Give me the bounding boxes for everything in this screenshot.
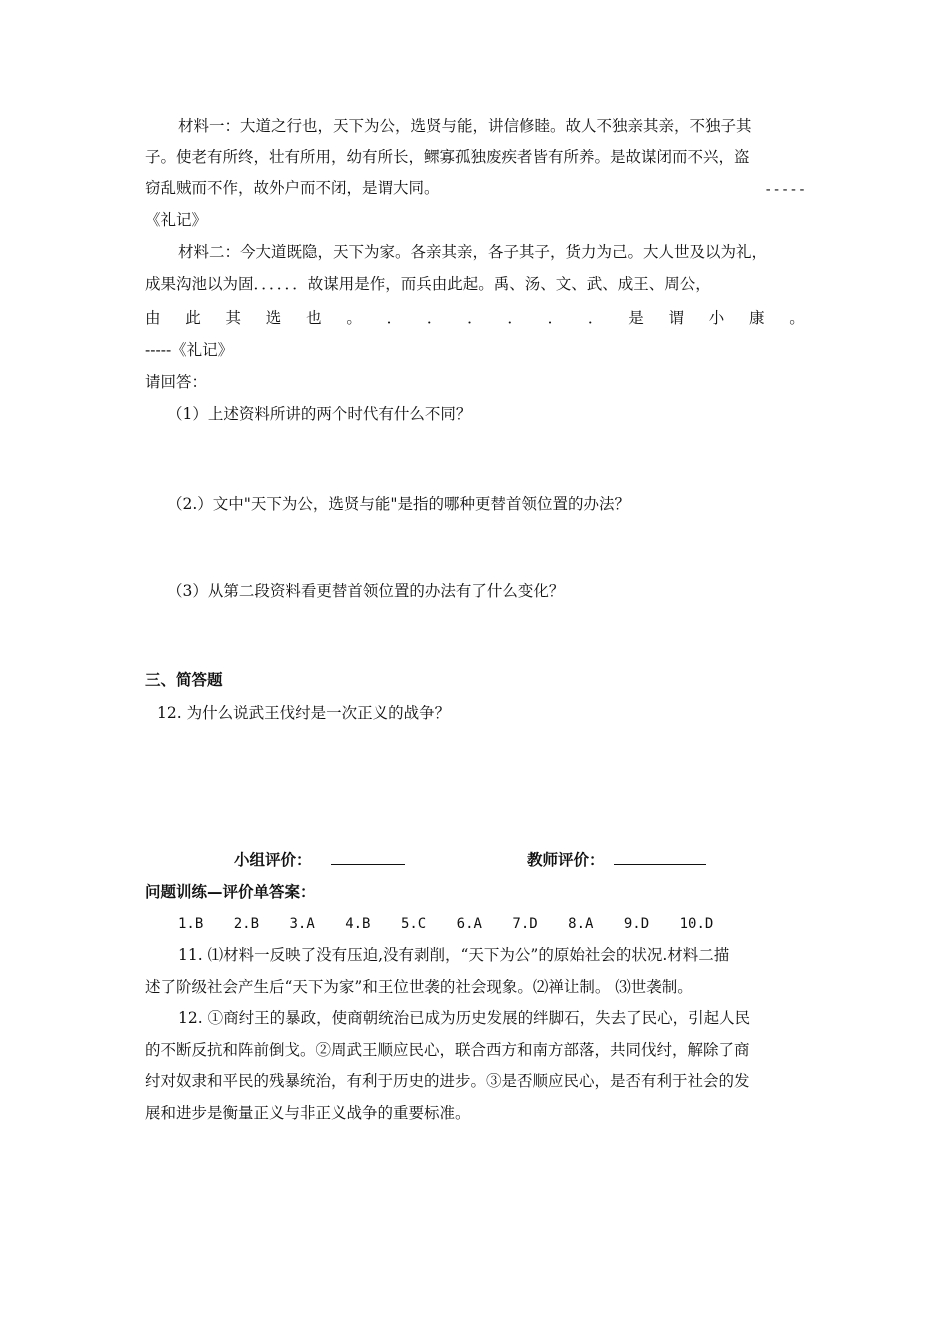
group-evaluation-blank[interactable]: [331, 850, 405, 865]
m2-char: 此: [185, 309, 201, 327]
material1-dash: -----: [764, 182, 807, 198]
choice-answer: 5.C: [400, 916, 427, 932]
m2-char: 。: [346, 309, 362, 327]
m2-char: 其: [225, 309, 242, 327]
m2-char: ．: [587, 309, 604, 327]
m2-char: ．: [386, 309, 403, 327]
material2-line2: 成果沟池以为固．．．．．．故谋用是作，而兵由此起。禹、汤、文、武、成王、周公，: [145, 275, 711, 293]
m2-char: 选: [265, 309, 282, 327]
section3-title: 三、简答题: [145, 671, 223, 689]
m2-char: 由: [145, 309, 161, 327]
question-3: （3）从第二段资料看更替首领位置的办法有了什么变化？: [167, 582, 565, 600]
m2-char: ．: [507, 309, 523, 327]
m2-char: 。: [789, 309, 805, 327]
m2-char: 康: [748, 309, 765, 327]
answer-11-line1: 11. ⑴材料一反映了没有压迫,没有剥削，“天下为公”的原始社会的状况.材料二描: [178, 946, 730, 964]
choice-answer: 7.D: [512, 916, 538, 932]
group-evaluation-label: 小组评价：: [234, 851, 312, 869]
m2-char: 谓: [668, 309, 684, 327]
choice-answer: 4.B: [345, 916, 371, 932]
answer-12-line3: 纣对奴隶和平民的残暴统治，有利于历史的进步。③是否顺应民心，是否有利于社会的发: [145, 1072, 750, 1090]
material2-line1: 材料二：今大道既隐，天下为家。各亲其亲，各子其子，货力为己。大人世及以为礼，: [178, 243, 768, 261]
choice-answer: 2.B: [233, 916, 260, 932]
answer-prompt: 请回答：: [145, 373, 208, 391]
choice-answers: [178, 914, 735, 934]
answer-12-line4: 展和进步是衡量正义与非正义战争的重要标准。: [145, 1104, 471, 1122]
teacher-evaluation-blank[interactable]: [614, 850, 706, 865]
m2-char: ．: [426, 309, 443, 327]
m2-char: ．: [547, 309, 564, 327]
answer-11-line2: 述了阶级社会产生后“天下为家”和王位世袭的社会现象。⑵禅让制。 ⑶世袭制。: [145, 978, 693, 996]
teacher-evaluation: [527, 850, 706, 870]
m2-char: 也: [306, 309, 322, 327]
material1-line1: 材料一：大道之行也，天下为公，选贤与能，讲信修睦。故人不独亲其亲，不独子其: [178, 117, 752, 135]
choice-answer: 6.A: [456, 916, 482, 932]
question-2: （2.）文中"天下为公，选贤与能"是指的哪种更替首领位置的办法？: [167, 495, 631, 513]
answer-12-line1: 12. ①商纣王的暴政，使商朝统治已成为历史发展的绊脚石，失去了民心，引起人民: [178, 1009, 751, 1027]
choice-answer: 3.A: [289, 916, 315, 932]
material1-line2: 子。使老有所终，壮有所用，幼有所长，鳏寡孤独废疾者皆有所养。是故谋闭而不兴，盗: [145, 148, 750, 166]
answer-key-title: 问题训练—评价单答案：: [145, 883, 316, 901]
m2-char: ．: [467, 309, 483, 327]
answer-12-line2: 的不断反抗和阵前倒戈。②周武王顺应民心，联合西方和南方部落，共同伐纣，解除了商: [145, 1041, 750, 1059]
material2-line3: [145, 308, 805, 328]
question-1: （1）上述资料所讲的两个时代有什么不同？: [167, 405, 472, 423]
choice-answer: 1.B: [178, 916, 204, 932]
choice-answer: 9.D: [623, 916, 650, 932]
m2-char: 是: [628, 309, 644, 327]
material2-source: -----《礼记》: [145, 341, 234, 359]
choice-answer: 10.D: [679, 916, 714, 932]
m2-char: 小: [708, 309, 725, 327]
question-12: 12. 为什么说武王伐纣是一次正义的战争？: [157, 704, 451, 722]
group-evaluation: [234, 850, 405, 870]
material1-line3: 窃乱贼而不作，故外户而不闭，是谓大同。: [145, 179, 440, 197]
material1-source: 《礼记》: [145, 211, 208, 229]
teacher-evaluation-label: 教师评价：: [527, 851, 605, 869]
choice-answer: 8.A: [568, 916, 594, 932]
